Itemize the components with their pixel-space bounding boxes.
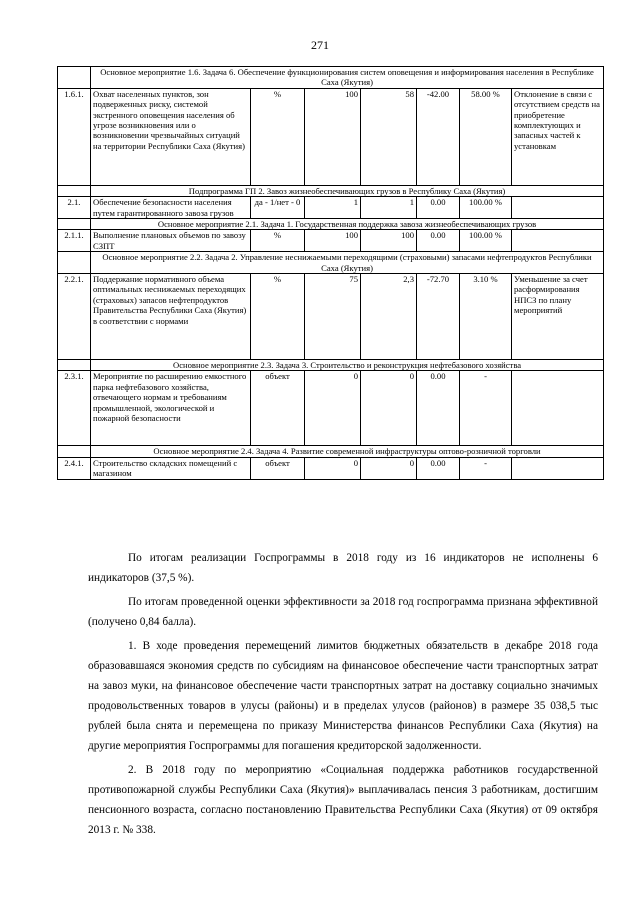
unit-cell: % — [251, 230, 305, 252]
table-body — [58, 67, 604, 480]
section-header: Основное мероприятие 2.1. Задача 1. Государственная поддержка завоза жизнеобеспечивающих грузов — [91, 219, 604, 230]
section-header: Основное мероприятие 1.6. Задача 6. Обеспечение функционирования систем оповещения и информирования населения в Республике Саха (Якутия) — [91, 67, 604, 89]
fact-value: 58 — [361, 88, 417, 185]
table-row — [58, 230, 604, 252]
section-header: Подпрограмма ГП 2. Завоз жизнеобеспечивающих грузов в Республику Саха (Якутия) — [91, 185, 604, 196]
indicator-name: Поддержание нормативного объема оптимальных неснижаемых переходящих (страховых) запасов нефтепродуктов Правительства Республики Саха (Якутия) в соответствии с нормами — [91, 274, 251, 360]
indicators-table — [57, 66, 604, 480]
fact-value: 1 — [361, 197, 417, 219]
percent-value: 100.00 % — [460, 230, 512, 252]
paragraph: По итогам реализации Госпрограммы в 2018 году из 16 индикаторов не исполнены 6 индикаторов (37,5 %). — [88, 552, 598, 584]
table-row — [58, 446, 604, 457]
plan-value: 100 — [305, 230, 361, 252]
plan-value: 1 — [305, 197, 361, 219]
indicator-name: Мероприятие по расширению емкостного парка нефтебазового хозяйства, отвечающего нормам и требованиям промышленной, экологической и пожарной безопасности — [91, 371, 251, 446]
unit-cell: % — [251, 88, 305, 185]
paragraph: 2. В 2018 году по мероприятию «Социальная поддержка работников государственной противопожарной службы Республики Саха (Якутия)» выплачивалась пенсия 3 работникам, достигшим пенсионного возраста, согласно постановлению Правительства Республики Саха (Якутия) от 09 октября 2013 г. № 338. — [88, 764, 598, 836]
table-row — [58, 252, 604, 274]
reason-cell: Отклонение в связи с отсутствием средств на приобретение комплектующих и запасных частей к установкам — [512, 88, 604, 185]
section-header: Основное мероприятие 2.4. Задача 4. Развитие современной инфраструктуры оптово-розничной торговли — [91, 446, 604, 457]
table-row — [58, 371, 604, 446]
table-row — [58, 67, 604, 89]
table-row — [58, 219, 604, 230]
plan-value: 100 — [305, 88, 361, 185]
table-row — [58, 197, 604, 219]
row-number: 2.1. — [58, 197, 91, 219]
reason-cell — [512, 371, 604, 446]
unit-cell: объект — [251, 457, 305, 479]
section-header: Основное мероприятие 2.3. Задача 3. Строительство и реконструкция нефтебазового хозяйства — [91, 360, 604, 371]
plan-value: 0 — [305, 457, 361, 479]
deviation-value: -72.70 — [417, 274, 460, 360]
percent-value: 58.00 % — [460, 88, 512, 185]
page-number: 271 — [311, 38, 329, 52]
percent-value: - — [460, 457, 512, 479]
fact-value: 100 — [361, 230, 417, 252]
plan-value: 0 — [305, 371, 361, 446]
reason-cell: Уменьшение за счет расформирования НПСЗ по плану мероприятий — [512, 274, 604, 360]
percent-value: 3.10 % — [460, 274, 512, 360]
fact-value: 2,3 — [361, 274, 417, 360]
indicator-name: Обеспечение безопасности населения путем гарантированного завоза грузов — [91, 197, 251, 219]
table-row — [58, 88, 604, 185]
deviation-value: 0.00 — [417, 457, 460, 479]
reason-cell — [512, 197, 604, 219]
table-row — [58, 274, 604, 360]
reason-cell — [512, 230, 604, 252]
deviation-value: -42.00 — [417, 88, 460, 185]
fact-value: 0 — [361, 457, 417, 479]
indicator-name: Выполнение плановых объемов по завозу СЗПТ — [91, 230, 251, 252]
section-header: Основное мероприятие 2.2. Задача 2. Управление неснижаемыми переходящими (страховыми) запасами нефтепродуктов Республики Саха (Якутия) — [91, 252, 604, 274]
table-row — [58, 457, 604, 479]
row-number: 2.1.1. — [58, 230, 91, 252]
plan-value: 75 — [305, 274, 361, 360]
unit-cell: % — [251, 274, 305, 360]
row-number: 1.6.1. — [58, 88, 91, 185]
fact-value: 0 — [361, 371, 417, 446]
paragraph: По итогам проведенной оценки эффективности за 2018 год госпрограмма признана эффективной (получено 0,84 балла). — [88, 596, 598, 628]
percent-value: 100.00 % — [460, 197, 512, 219]
unit-cell: да - 1/нет - 0 — [251, 197, 305, 219]
unit-cell: объект — [251, 371, 305, 446]
indicator-name: Охват населенных пунктов, зон подверженных риску, системой экстренного оповещения населения об угрозе возникновения или о возникновении чрезвычайных ситуаций на территории Республики Саха (Якутия) — [91, 88, 251, 185]
reason-cell — [512, 457, 604, 479]
table-row — [58, 360, 604, 371]
row-number: 2.3.1. — [58, 371, 91, 446]
deviation-value: 0.00 — [417, 371, 460, 446]
deviation-value: 0.00 — [417, 197, 460, 219]
deviation-value: 0.00 — [417, 230, 460, 252]
row-number: 2.4.1. — [58, 457, 91, 479]
table-row — [58, 185, 604, 196]
indicator-name: Строительство складских помещений с магазином — [91, 457, 251, 479]
percent-value: - — [460, 371, 512, 446]
row-number: 2.2.1. — [58, 274, 91, 360]
paragraph: 1. В ходе проведения перемещений лимитов бюджетных обязательств в декабре 2018 года образовавшаяся экономия средств по субсидиям на финансовое обеспечение части транспортных затрат на завоз муки, на финансовое обеспечение части транспортных затрат на доставку социально значимых продовольственных товаров в улусы (районы) и в пределах улусов (районов) в размере 35 038,5 тыс рублей была снята и перемещена по приказу Министерства финансов Республики Саха (Якутия) на другие мероприятия Госпрограммы для погашения кредиторской задолженности. — [88, 640, 598, 752]
body-text — [88, 548, 598, 840]
